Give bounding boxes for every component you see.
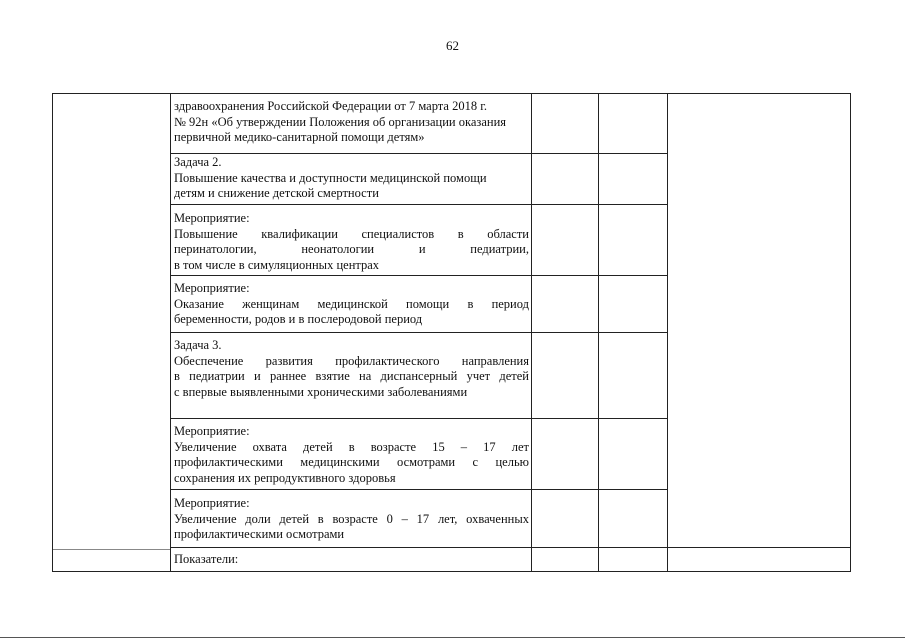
cell-line: в педиатрии и раннее взятие на диспансерный учет детей — [174, 369, 529, 384]
cell-line: перинатологии, неонатологии и педиатрии, — [174, 242, 529, 257]
cell-heading: Задача 3. — [174, 338, 222, 352]
cell-line: Обеспечение развития профилактического направления — [174, 353, 529, 368]
cell-line: детям и снижение детской смертности — [174, 186, 379, 201]
cell-line: беременности, родов и в послеродовой период — [174, 312, 423, 327]
row-divider — [170, 547, 667, 548]
cell-line: сохранения их репродуктивного здоровья — [174, 470, 396, 485]
cell-line: первичной медико-санитарной помощи детям» — [174, 130, 425, 145]
table-cell-task-2 — [174, 155, 529, 202]
cell-heading: Мероприятие: — [174, 496, 250, 510]
cell-line: № 92н «Об утверждении Положения об организации оказания — [174, 114, 507, 129]
cell-line: в том числе в симуляционных центрах — [174, 257, 380, 272]
cell-heading: Задача 2. — [174, 155, 222, 169]
row-divider — [170, 204, 667, 205]
page-number: 62 — [446, 38, 459, 53]
cell-line: Повышение качества и доступности медицинской помощи — [174, 170, 487, 185]
table-top-border — [52, 93, 851, 94]
page-edge-rule — [0, 637, 905, 638]
table-cell-measure — [174, 281, 529, 328]
cell-line: Повышение квалификации специалистов в области — [174, 226, 529, 241]
cell-heading: Показатели: — [174, 552, 239, 566]
cell-line: Оказание женщинам медицинской помощи в период — [174, 296, 529, 311]
cell-line: с впервые выявленными хроническими заболеваниями — [174, 384, 468, 399]
table-cell-indicators — [174, 552, 529, 568]
cell-line: здравоохранения Российской Федерации от 7 марта 2018 г. — [174, 99, 488, 113]
table-cell-measure — [174, 424, 529, 486]
column-divider — [598, 93, 599, 572]
table-left-border — [52, 93, 53, 572]
table-cell-measure — [174, 496, 529, 543]
cell-line: профилактическими медицинскими осмотрами с целью — [174, 455, 529, 470]
table-bottom-border — [52, 571, 851, 572]
table-cell-task-3 — [174, 338, 529, 400]
table-cell-measure — [174, 211, 529, 273]
row-divider — [170, 275, 667, 276]
table-cell-continuation — [174, 99, 529, 146]
row-divider — [170, 153, 667, 154]
row-divider — [170, 489, 667, 490]
row-divider — [170, 332, 667, 333]
table-right-border — [850, 93, 851, 572]
cell-heading: Мероприятие: — [174, 211, 250, 225]
row-divider — [667, 547, 851, 548]
column-divider — [667, 93, 668, 572]
cell-line: Увеличение охвата детей в возрасте 15 – 17 лет — [174, 439, 529, 454]
cell-line: профилактическими осмотрами — [174, 527, 345, 542]
column-divider — [170, 93, 171, 572]
cell-heading: Мероприятие: — [174, 281, 250, 295]
column-divider — [531, 93, 532, 572]
row-divider-dashed — [52, 549, 170, 550]
cell-line: Увеличение доли детей в возрасте 0 – 17 лет, охваченных — [174, 511, 529, 526]
row-divider — [170, 418, 667, 419]
cell-heading: Мероприятие: — [174, 424, 250, 438]
